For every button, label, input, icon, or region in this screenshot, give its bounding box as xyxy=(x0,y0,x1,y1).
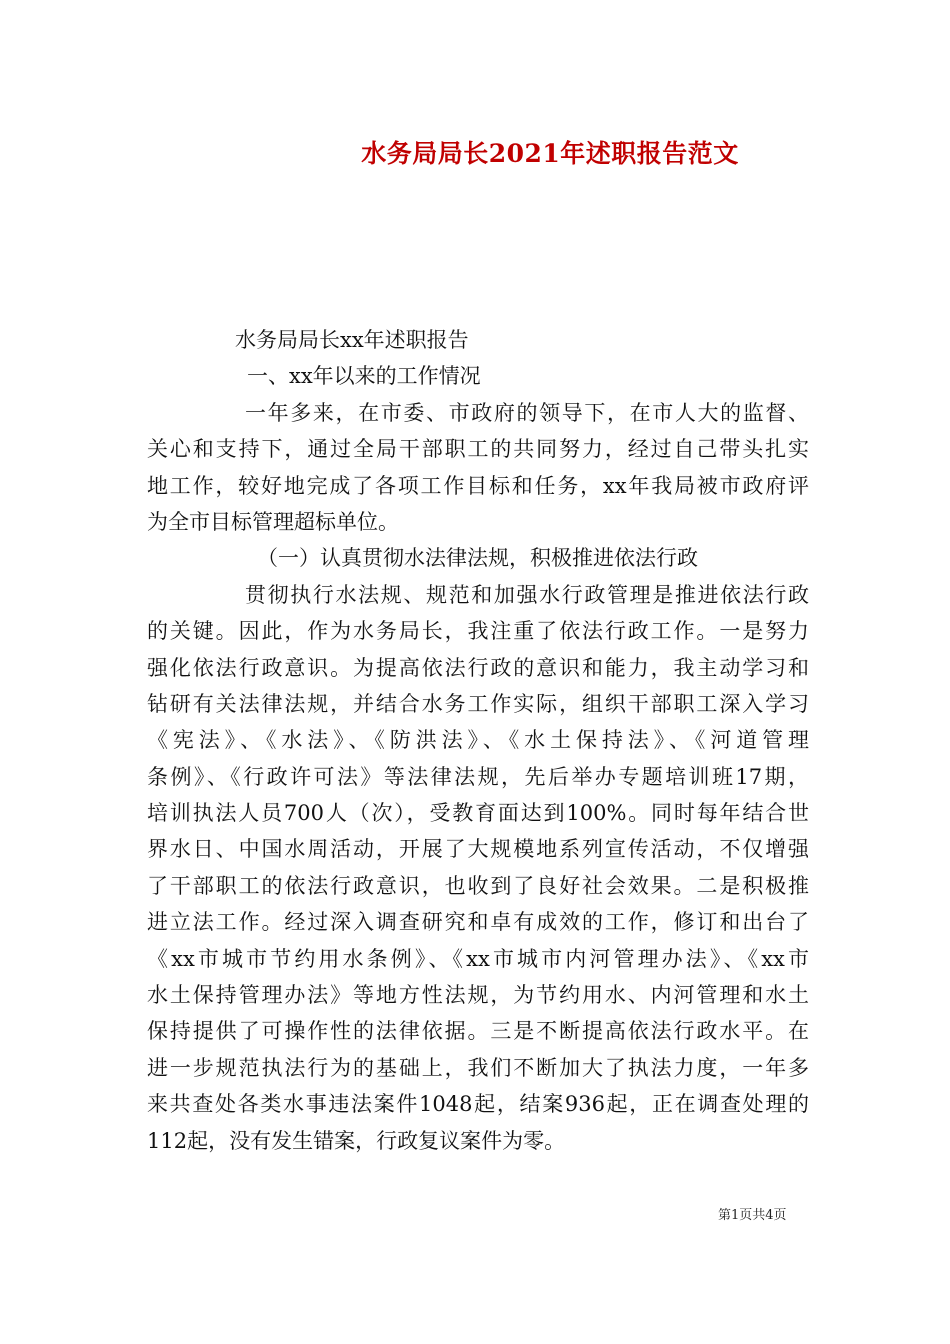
report-title: 水务局局长xx年述职报告 xyxy=(235,328,469,352)
paragraph-line: 钻研有关法律法规，并结合水务工作实际，组织干部职工深入学习 xyxy=(147,691,809,716)
page-number: 第1页共4页 xyxy=(718,1208,787,1223)
paragraph-line: 培训执法人员700人（次），受教育面达到100%。同时每年结合世 xyxy=(147,801,809,826)
paragraph-line: 水土保持管理办法》等地方性法规，为节约用水、内河管理和水土 xyxy=(147,983,809,1008)
paragraph-line: 贯彻执行水法规、规范和加强水行政管理是推进依法行政 xyxy=(245,582,809,607)
paragraph-line: 为全市目标管理超标单位。 xyxy=(147,509,399,534)
paragraph-line: 条例》、《行政许可法》等法律法规，先后举办专题培训班17期， xyxy=(147,764,809,789)
paragraph-line: 强化依法行政意识。为提高依法行政的意识和能力，我主动学习和 xyxy=(147,655,809,680)
paragraph-line: 来共查处各类水事违法案件1048起，结案936起，正在调查处理的 xyxy=(147,1092,809,1117)
document-body xyxy=(147,322,809,1159)
document-title: 水务局局长2021年述职报告范文 xyxy=(361,139,739,168)
paragraph-line: 保持提供了可操作性的法律依据。三是不断提高依法行政水平。在 xyxy=(147,1019,809,1044)
paragraph-line: 进立法工作。经过深入调查研究和卓有成效的工作，修订和出台了 xyxy=(147,910,809,935)
section-heading: 一、xx年以来的工作情况 xyxy=(247,364,481,389)
paragraph-line: 《宪法》、《水法》、《防洪法》、《水土保持法》、《河道管理 xyxy=(147,728,809,753)
paragraph-line: 的关键。因此，作为水务局长，我注重了依法行政工作。一是努力 xyxy=(147,619,809,644)
paragraph-line: 进一步规范执法行为的基础上，我们不断加大了执法力度，一年多 xyxy=(147,1055,809,1080)
paragraph-line: 一年多来，在市委、市政府的领导下，在市人大的监督、 xyxy=(245,400,809,425)
paragraph-line: 关心和支持下，通过全局干部职工的共同努力，经过自己带头扎实 xyxy=(147,437,809,462)
paragraph-line: 112起，没有发生错案，行政复议案件为零。 xyxy=(147,1128,566,1153)
paragraph-line: 地工作，较好地完成了各项工作目标和任务，xx年我局被市政府评 xyxy=(147,473,809,498)
subheading: （一）认真贯彻水法律法规，积极推进依法行政 xyxy=(257,546,698,571)
paragraph-line: 了干部职工的依法行政意识，也收到了良好社会效果。二是积极推 xyxy=(147,873,809,898)
paragraph-line: 界水日、中国水周活动，开展了大规模地系列宣传活动，不仅增强 xyxy=(147,837,809,862)
paragraph-line: 《xx市城市节约用水条例》、《xx市城市内河管理办法》、《xx市 xyxy=(147,946,809,971)
